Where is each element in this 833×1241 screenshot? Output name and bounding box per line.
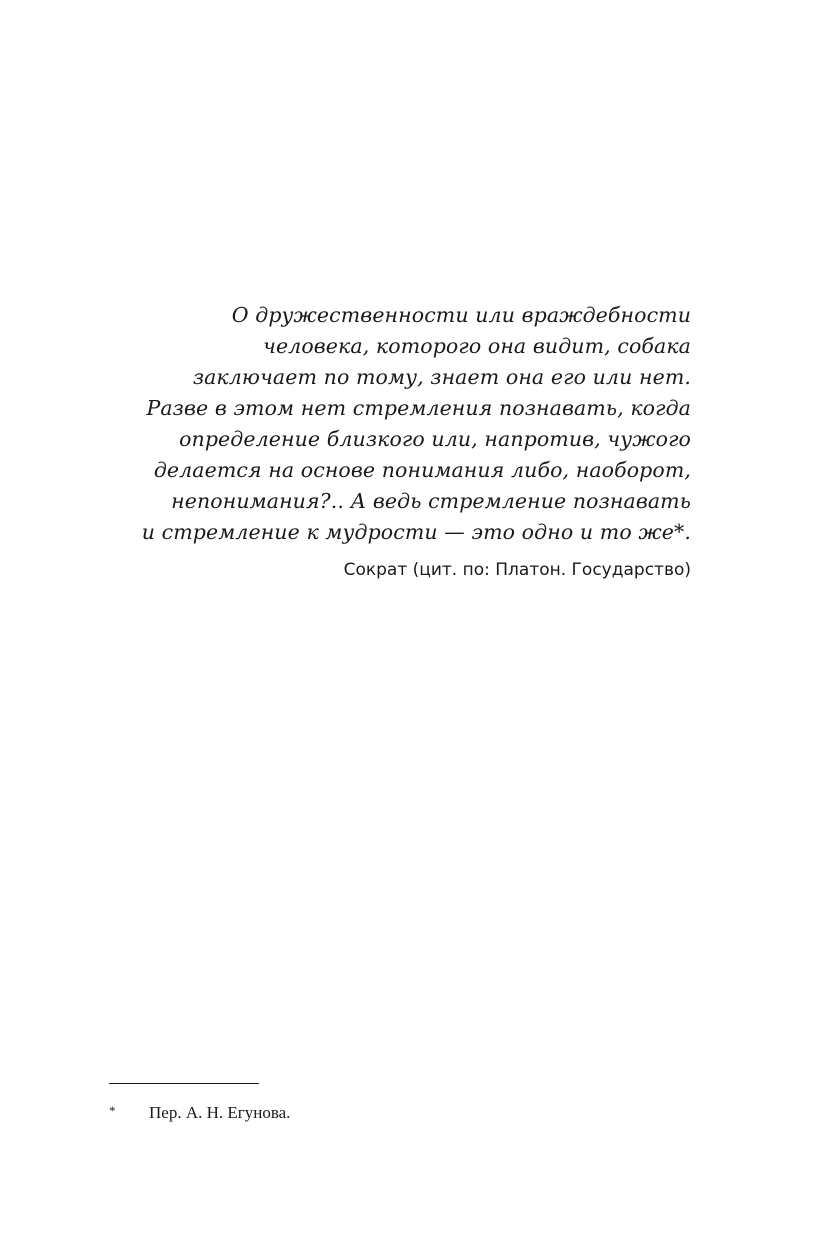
epigraph-line: делается на основе понимания либо, наоборот, (153, 458, 691, 482)
epigraph-line: непонимания?.. А ведь стремление познавать (171, 489, 691, 513)
epigraph-line: человека, которого она видит, собака (263, 334, 691, 358)
epigraph-line: и стремление к мудрости — это одно и то же*. (141, 520, 691, 544)
footnote-text: Пер. А. Н. Егунова. (149, 1103, 291, 1122)
footnote (109, 1099, 290, 1125)
epigraph-line: заключает по тому, знает она его или нет. (192, 365, 691, 389)
epigraph (131, 300, 691, 582)
epigraph-line: определение близкого или, напротив, чужого (179, 427, 691, 451)
footnote-mark: * (109, 1103, 116, 1118)
epigraph-line: О дружественности или враждебности (231, 303, 691, 327)
epigraph-line: Разве в этом нет стремления познавать, когда (146, 396, 691, 420)
footnote-divider (109, 1083, 259, 1084)
epigraph-attribution: Сократ (цит. по: Платон. Государство) (343, 560, 691, 580)
